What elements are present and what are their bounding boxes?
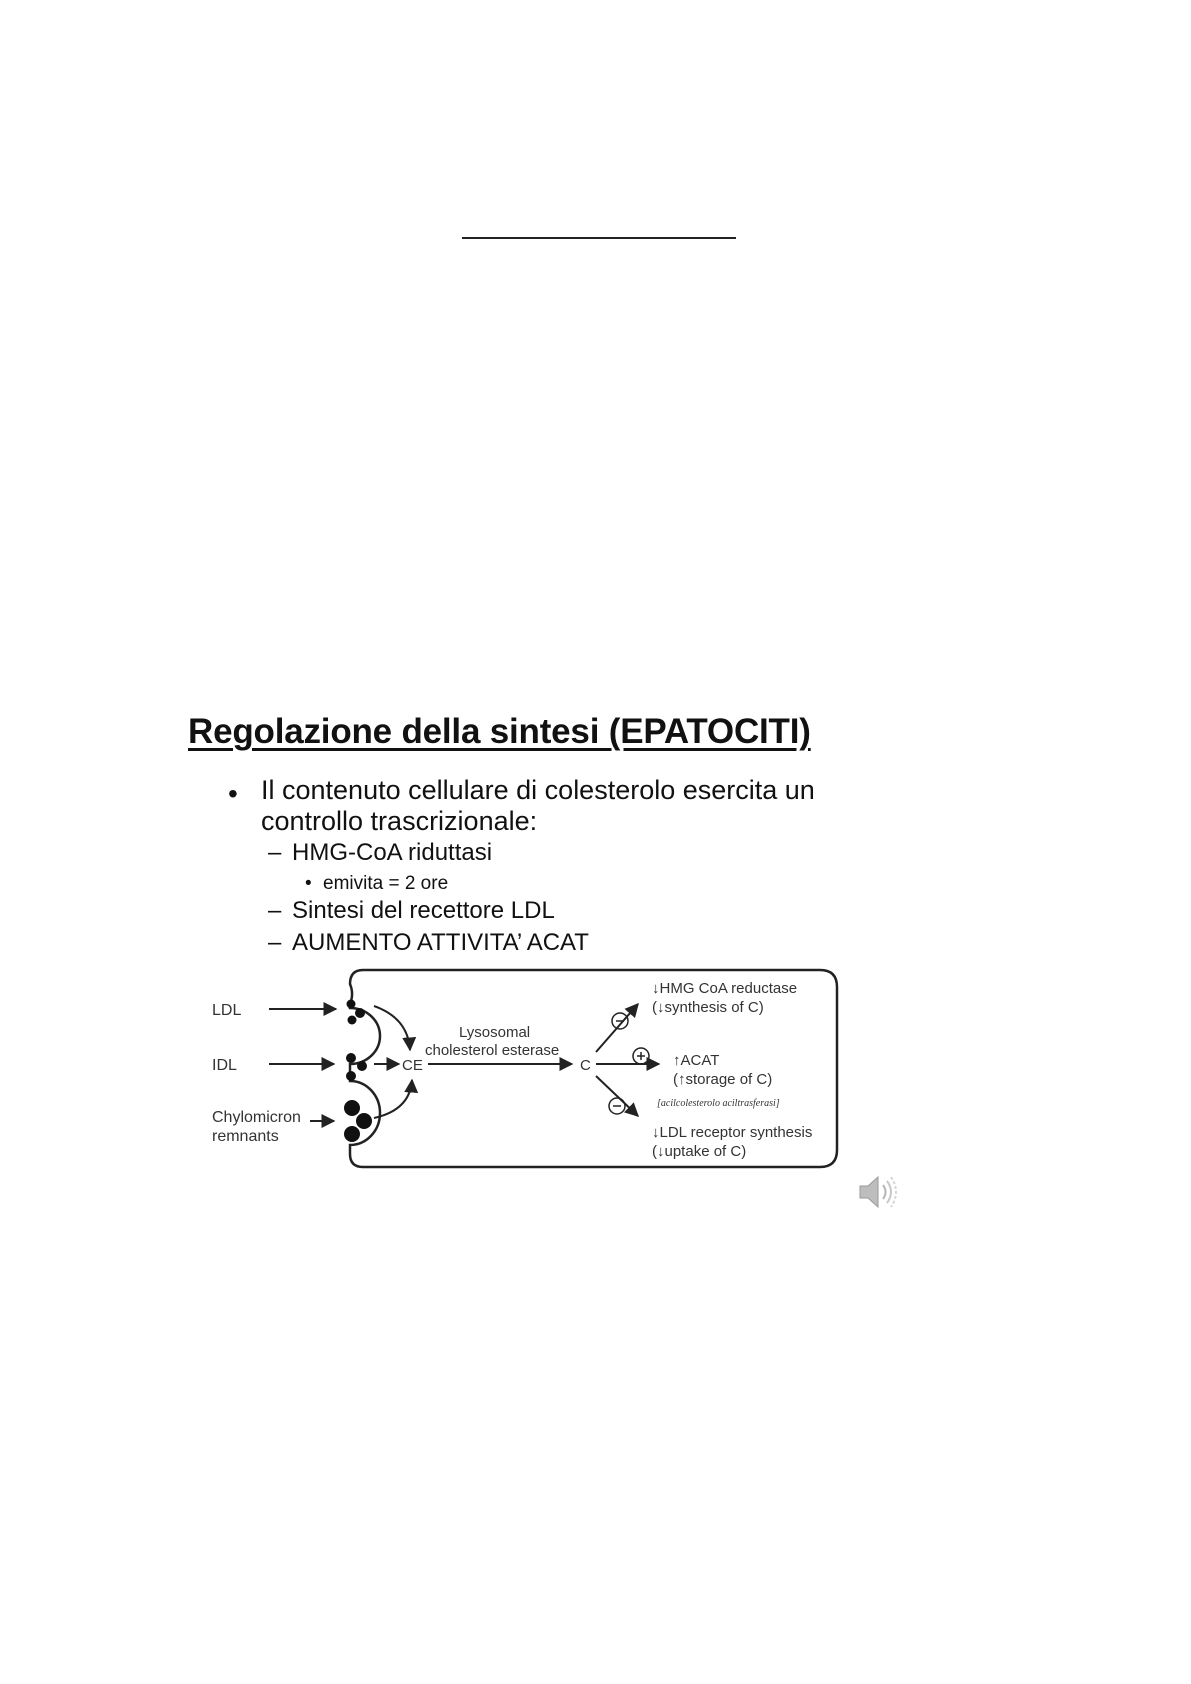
- label-synthesis-of-c: (↓synthesis of C): [652, 999, 764, 1016]
- sub-sub-item-label: emivita = 2 ore: [323, 873, 449, 894]
- sub-item-hmg: – HMG-CoA riduttasi: [268, 839, 493, 866]
- sub-item-acat: – AUMENTO ATTIVITA’ ACAT: [268, 929, 589, 956]
- inhibition-minus-icon-top: [612, 1013, 628, 1029]
- label-acat: ↑ACAT: [673, 1052, 720, 1069]
- slide-title: Regolazione della sintesi (EPATOCITI): [188, 712, 811, 751]
- label-ce: CE: [402, 1057, 423, 1074]
- ldl-particles: [347, 1000, 366, 1025]
- label-hmg-coa-reductase: ↓HMG CoA reductase: [652, 980, 798, 997]
- label-uptake-of-c: (↓uptake of C): [652, 1143, 747, 1160]
- label-idl: IDL: [212, 1057, 237, 1074]
- label-lysosomal: Lysosomal: [459, 1024, 531, 1041]
- label-ldl: LDL: [212, 1002, 242, 1019]
- label-chylomicron: Chylomicron: [212, 1109, 301, 1126]
- label-acat-italian: [acilcolesterolo aciltrasferasi]: [657, 1098, 780, 1109]
- bullet-dot: •: [228, 778, 238, 809]
- label-storage-of-c: (↑storage of C): [673, 1071, 773, 1088]
- label-ldl-receptor-synthesis: ↓LDL receptor synthesis: [652, 1124, 813, 1141]
- sub-item-label: AUMENTO ATTIVITA’ ACAT: [292, 929, 589, 956]
- bullet-text: Il contenuto cellulare di colesterolo esercita un controllo trascrizionale:: [261, 775, 815, 836]
- label-c: C: [580, 1057, 591, 1074]
- chylomicron-particles: [344, 1100, 372, 1142]
- label-cholesterol-esterase: cholesterol esterase: [425, 1042, 560, 1059]
- label-remnants: remnants: [212, 1128, 279, 1145]
- sub-item-label: Sintesi del recettore LDL: [292, 897, 555, 924]
- input-arrows: [269, 1009, 336, 1121]
- inhibition-minus-icon-bottom: [609, 1098, 625, 1114]
- sub-sub-item-emivita: • emivita = 2 ore: [305, 873, 449, 894]
- activation-plus-icon: [633, 1048, 649, 1064]
- sub-item-ldl-receptor: – Sintesi del recettore LDL: [268, 897, 555, 924]
- speaker-icon[interactable]: [858, 1172, 900, 1212]
- sub-item-label: HMG-CoA riduttasi: [292, 839, 493, 866]
